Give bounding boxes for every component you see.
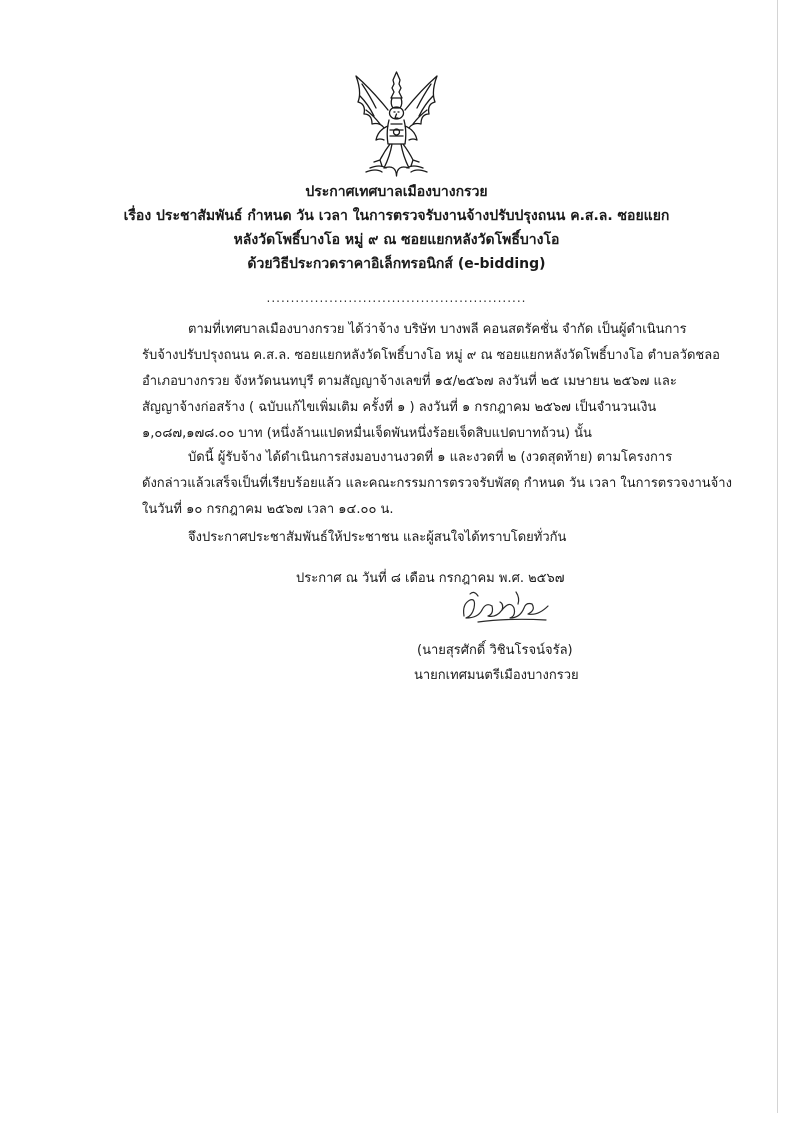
paragraph1-line: รับจ้างปรับปรุงถนน ค.ส.ล. ซอยแยกหลังวัดโพธิ์บางโอ หมู่ ๙ ณ ซอยแยกหลังวัดโพธิ์บางโอ ตำบลวัดชลอ: [142, 348, 720, 363]
separator-line: ......................................................: [266, 291, 527, 305]
subject-line-2: หลังวัดโพธิ์บางโอ หมู่ ๙ ณ ซอยแยกหลังวัดโพธิ์บางโอ: [233, 232, 560, 248]
paragraph1-line: สัญญาจ้างก่อสร้าง ( ฉบับแก้ไขเพิ่มเติม ครั้งที่ ๑ ) ลงวันที่ ๑ กรกฎาคม ๒๕๖๗ เป็นจำนวนเงิน: [142, 400, 657, 415]
page-edge-line: [777, 0, 778, 1113]
issuer-heading: ประกาศเทศบาลเมืองบางกรวย: [305, 184, 488, 200]
closing-paragraph: จึงประกาศประชาสัมพันธ์ให้ประชาชน และผู้สนใจได้ทราบโดยทั่วกัน: [188, 530, 567, 545]
handwritten-signature: [458, 588, 558, 628]
subject-line-3: ด้วยวิธีประกวดราคาอิเล็กทรอนิกส์ (e-bidding): [247, 256, 546, 272]
paragraph1-line: อำเภอบางกรวย จังหวัดนนทบุรี ตามสัญญาจ้างเลขที่ ๑๕/๒๕๖๗ ลงวันที่ ๒๕ เมษายน ๒๕๖๗ และ: [142, 374, 677, 389]
signer-title: นายกเทศมนตรีเมืองบางกรวย: [414, 668, 579, 683]
signer-name: (นายสุรศักดิ์ วิชินโรจน์จรัล): [417, 643, 573, 658]
paragraph2-line: ในวันที่ ๑๐ กรกฎาคม ๒๕๖๗ เวลา ๑๔.๐๐ น.: [142, 502, 394, 517]
paragraph2-line: ดังกล่าวแล้วเสร็จเป็นที่เรียบร้อยแล้ว และคณะกรรมการตรวจรับพัสดุ กำหนด วัน เวลา ในการตรวจงานจ้าง: [142, 476, 732, 491]
subject-line-1: เรื่อง ประชาสัมพันธ์ กำหนด วัน เวลา ในการตรวจรับงานจ้างปรับปรุงถนน ค.ส.ล. ซอยแยก: [123, 208, 670, 224]
garuda-emblem-icon: [350, 68, 443, 180]
paragraph1-line: ๑,๐๘๗,๑๗๘.๐๐ บาท (หนึ่งล้านแปดหมื่นเจ็ดพันหนึ่งร้อยเจ็ดสิบแปดบาทถ้วน) นั้น: [142, 426, 592, 441]
paragraph1-line: ตามที่เทศบาลเมืองบางกรวย ได้ว่าจ้าง บริษัท บางพลี คอนสตรัคชั่น จำกัด เป็นผู้ดำเนินการ: [188, 322, 687, 337]
announce-date: ประกาศ ณ วันที่ ๘ เดือน กรกฎาคม พ.ศ. ๒๕๖๗: [296, 571, 565, 586]
paragraph2-line: บัดนี้ ผู้รับจ้าง ได้ดำเนินการส่งมอบงานงวดที่ ๑ และงวดที่ ๒ (งวดสุดท้าย) ตามโครงการ: [188, 450, 673, 465]
